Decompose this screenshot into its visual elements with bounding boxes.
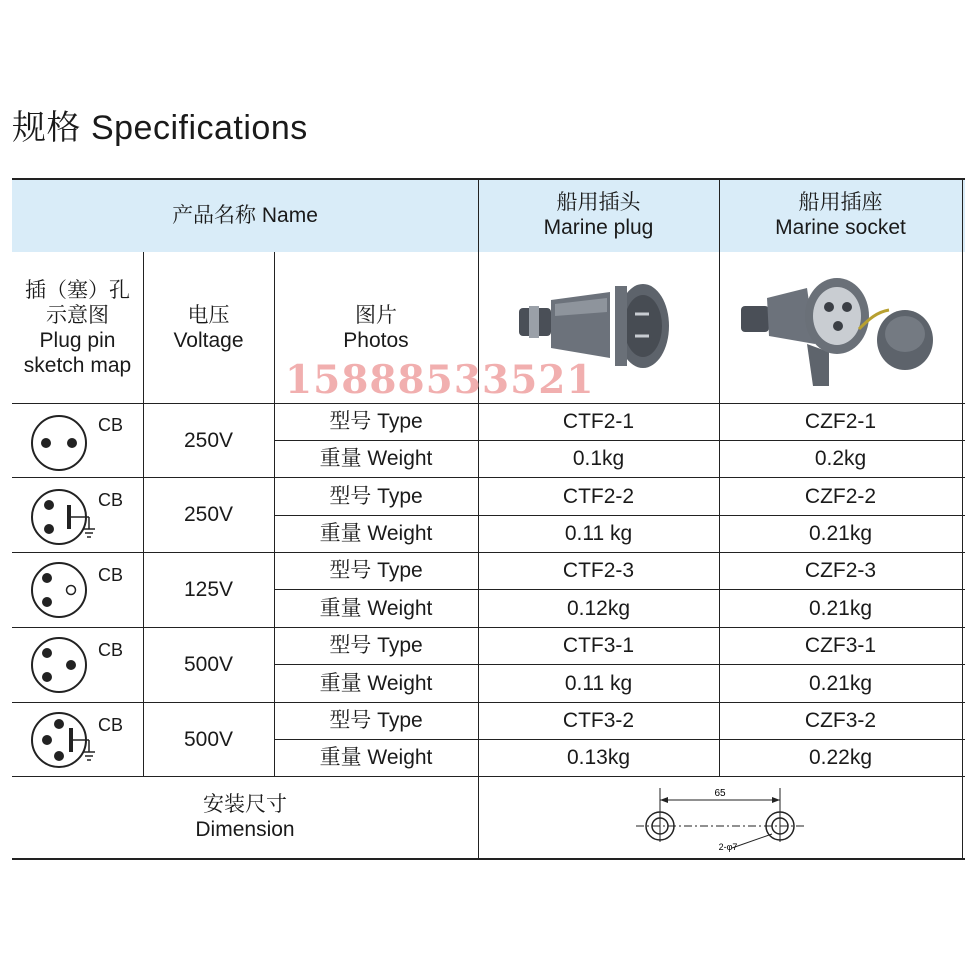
plug-type bbox=[478, 627, 719, 664]
header-name-label: 产品名称 Name bbox=[172, 203, 318, 227]
socket-weight-text: 0.21kg bbox=[808, 522, 873, 545]
pin-cn2: 示意图 bbox=[46, 303, 109, 327]
socket-weight-text: 0.22kg bbox=[808, 746, 873, 769]
photos-en: Photos bbox=[343, 328, 409, 352]
weight-label-text: 重量 Weight bbox=[319, 596, 433, 620]
voltage-cn: 电压 bbox=[187, 303, 230, 327]
pin-sketch-3pin-ground bbox=[29, 708, 103, 772]
socket-weight-text: 0.2kg bbox=[814, 447, 867, 470]
pin-en2: sketch map bbox=[23, 353, 132, 377]
type-label bbox=[274, 627, 478, 664]
cb-mark: CB bbox=[98, 565, 124, 585]
type-label-text: 型号 Type bbox=[329, 484, 423, 508]
weight-label bbox=[274, 515, 478, 552]
type-label-text: 型号 Type bbox=[329, 410, 423, 433]
socket-type bbox=[719, 403, 962, 440]
cb-mark: CB bbox=[98, 715, 124, 735]
rule bbox=[962, 178, 963, 860]
plug-type-text: CTF3-1 bbox=[562, 634, 635, 657]
weight-label bbox=[274, 589, 478, 627]
weight-label-text: 重量 Weight bbox=[319, 746, 433, 769]
socket-type bbox=[719, 477, 962, 515]
header-socket-en: Marine socket bbox=[775, 216, 906, 239]
plug-weight bbox=[478, 515, 719, 552]
marine-socket-photo bbox=[737, 274, 937, 388]
dimension-label bbox=[12, 776, 478, 858]
socket-type bbox=[719, 627, 962, 664]
weight-label bbox=[274, 664, 478, 702]
type-label bbox=[274, 702, 478, 739]
plug-weight bbox=[478, 589, 719, 627]
spec-table bbox=[12, 178, 965, 860]
header-socket bbox=[719, 178, 962, 252]
socket-weight bbox=[719, 440, 962, 477]
weight-label bbox=[274, 440, 478, 477]
header-name bbox=[12, 178, 478, 252]
cb-mark: CB bbox=[98, 415, 124, 435]
voltage-value bbox=[143, 627, 274, 702]
plug-weight bbox=[478, 440, 719, 477]
socket-weight bbox=[719, 515, 962, 552]
type-label-text: 型号 Type bbox=[329, 559, 423, 582]
plug-type bbox=[478, 403, 719, 440]
plug-weight-text: 0.11 kg bbox=[564, 671, 633, 695]
voltage-text: 500V bbox=[183, 653, 234, 676]
voltage-text: 250V bbox=[183, 503, 234, 526]
socket-weight bbox=[719, 739, 962, 776]
socket-weight bbox=[719, 589, 962, 627]
pin-sketch-2pin-ground bbox=[29, 485, 103, 549]
socket-type bbox=[719, 552, 962, 589]
plug-weight-text: 0.12kg bbox=[566, 596, 631, 620]
type-label bbox=[274, 477, 478, 515]
plug-type bbox=[478, 552, 719, 589]
header-socket-cn: 船用插座 bbox=[798, 191, 883, 214]
weight-label bbox=[274, 739, 478, 776]
plug-type-text: CTF2-1 bbox=[562, 410, 635, 433]
voltage-text: 250V bbox=[183, 428, 234, 452]
socket-weight-text: 0.21kg bbox=[808, 671, 873, 695]
plug-type-text: CTF2-2 bbox=[562, 484, 635, 508]
dimension-drawing bbox=[632, 782, 812, 854]
cb-mark: CB bbox=[98, 640, 124, 660]
header-plug-cn: 船用插头 bbox=[556, 191, 641, 214]
voltage-en: Voltage bbox=[173, 328, 244, 352]
weight-label-text: 重量 Weight bbox=[319, 671, 433, 695]
socket-type-text: CZF3-2 bbox=[804, 709, 877, 732]
socket-weight bbox=[719, 664, 962, 702]
pin-cn1: 插（塞）孔 bbox=[25, 278, 130, 302]
voltage-value bbox=[143, 552, 274, 627]
plug-type bbox=[478, 702, 719, 739]
pin-sketch-2pin bbox=[29, 413, 89, 473]
plug-type bbox=[478, 477, 719, 515]
dimension-en: Dimension bbox=[195, 818, 295, 841]
pin-sketch-3pin bbox=[29, 635, 89, 695]
header-plug bbox=[478, 178, 719, 252]
socket-weight-text: 0.21kg bbox=[808, 596, 873, 620]
dimension-length: 65 bbox=[714, 788, 726, 799]
type-label bbox=[274, 552, 478, 589]
photos-cn: 图片 bbox=[355, 303, 397, 327]
page-title: 规格 Specifications bbox=[12, 109, 308, 147]
voltage-text: 500V bbox=[183, 727, 234, 751]
subheader-voltage bbox=[143, 252, 274, 403]
socket-type-text: CZF2-3 bbox=[804, 559, 877, 582]
socket-type-text: CZF2-1 bbox=[804, 410, 877, 433]
socket-type bbox=[719, 702, 962, 739]
dimension-holes: 2-φ7 bbox=[718, 842, 738, 852]
weight-label-text: 重量 Weight bbox=[319, 522, 433, 545]
weight-label-text: 重量 Weight bbox=[319, 447, 433, 470]
dimension-cn: 安装尺寸 bbox=[203, 793, 287, 816]
type-label-text: 型号 Type bbox=[329, 634, 423, 657]
plug-weight-text: 0.11 kg bbox=[564, 522, 633, 545]
voltage-value bbox=[143, 477, 274, 552]
type-label-text: 型号 Type bbox=[329, 709, 423, 732]
watermark-phone: 15888533521 bbox=[285, 357, 595, 403]
plug-weight bbox=[478, 739, 719, 776]
voltage-value bbox=[143, 403, 274, 477]
pin-sketch-3pin-open bbox=[29, 560, 89, 620]
type-label bbox=[274, 403, 478, 440]
plug-weight-text: 0.1kg bbox=[572, 447, 625, 470]
pin-en1: Plug pin bbox=[39, 328, 116, 352]
plug-weight-text: 0.13kg bbox=[566, 746, 631, 769]
plug-type-text: CTF2-3 bbox=[562, 559, 635, 582]
cb-mark: CB bbox=[98, 490, 124, 510]
subheader-pin bbox=[12, 252, 143, 403]
plug-weight bbox=[478, 664, 719, 702]
socket-type-text: CZF2-2 bbox=[804, 484, 877, 508]
socket-type-text: CZF3-1 bbox=[804, 634, 877, 657]
rule bbox=[12, 858, 965, 860]
voltage-value bbox=[143, 702, 274, 776]
voltage-text: 125V bbox=[183, 578, 234, 601]
header-plug-en: Marine plug bbox=[543, 216, 654, 239]
plug-type-text: CTF3-2 bbox=[562, 709, 635, 732]
